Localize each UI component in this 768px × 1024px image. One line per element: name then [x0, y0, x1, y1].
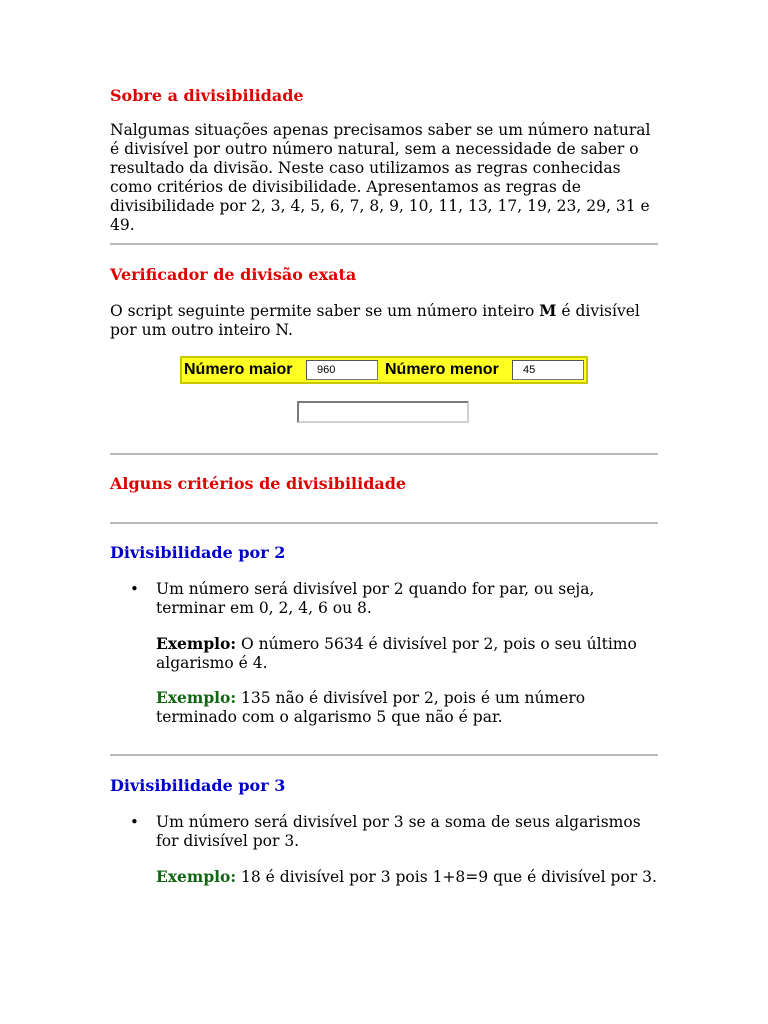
example-label: Exemplo: [156, 688, 237, 707]
verifier-intro [110, 301, 658, 340]
example-label: Exemplo: [156, 634, 237, 653]
section-title-div2: Divisibilidade por 2 [110, 543, 286, 562]
bullet-icon: • [130, 580, 139, 598]
div3-example-1 [156, 867, 658, 887]
bullet-icon: • [130, 813, 139, 831]
example-label: Exemplo: [156, 867, 237, 886]
divisibility-form [180, 356, 588, 384]
smaller-number-input[interactable] [512, 360, 584, 380]
example-text: 135 não é divisível por 2, pois é um número terminado com o algarismo 5 que não é par. [156, 689, 586, 726]
greater-number-input[interactable] [306, 360, 378, 380]
intro-m: M [539, 301, 557, 320]
div2-example-1 [156, 634, 658, 673]
section-title-div3: Divisibilidade por 3 [110, 776, 286, 795]
greater-number-label: Número maior [184, 361, 293, 378]
about-paragraph: Nalgumas situações apenas precisamos saber se um número natural é divisível por outro número natural, sem a necessidade de saber o resultado da divisão. Neste caso utilizamos as regras conhecidas como critérios de divisibilidade. Apresentamos as regras de divisibilidade por 2, 3, 4, 5, 6, 7, 8, 9, 10, 11, 13, 17, 19, 23, 29, 31 e 49. [110, 121, 651, 234]
example-text: 18 é divisível por 3 pois 1+8=9 que é divisível por 3. [236, 868, 657, 886]
intro-suffix: é divisível por um outro inteiro N. [110, 302, 640, 339]
divider [110, 243, 658, 245]
div2-example-2 [156, 688, 658, 727]
example-text: O número 5634 é divisível por 2, pois o seu último algarismo é 4. [156, 635, 637, 672]
smaller-number-label: Número menor [385, 361, 499, 378]
div3-rule: Um número será divisível por 3 se a soma de seus algarismos for divisível por 3. [156, 813, 641, 850]
divider [110, 522, 658, 524]
result-field[interactable] [297, 401, 469, 423]
divider [110, 453, 658, 455]
section-title-verifier: Verificador de divisão exata [110, 265, 357, 284]
div2-rule: Um número será divisível por 2 quando for par, ou seja, terminar em 0, 2, 4, 6 ou 8. [156, 580, 595, 617]
section-title-about: Sobre a divisibilidade [110, 86, 304, 105]
section-title-criteria: Alguns critérios de divisibilidade [110, 474, 407, 493]
divider [110, 754, 658, 756]
intro-prefix: O script seguinte permite saber se um número inteiro [110, 302, 540, 320]
